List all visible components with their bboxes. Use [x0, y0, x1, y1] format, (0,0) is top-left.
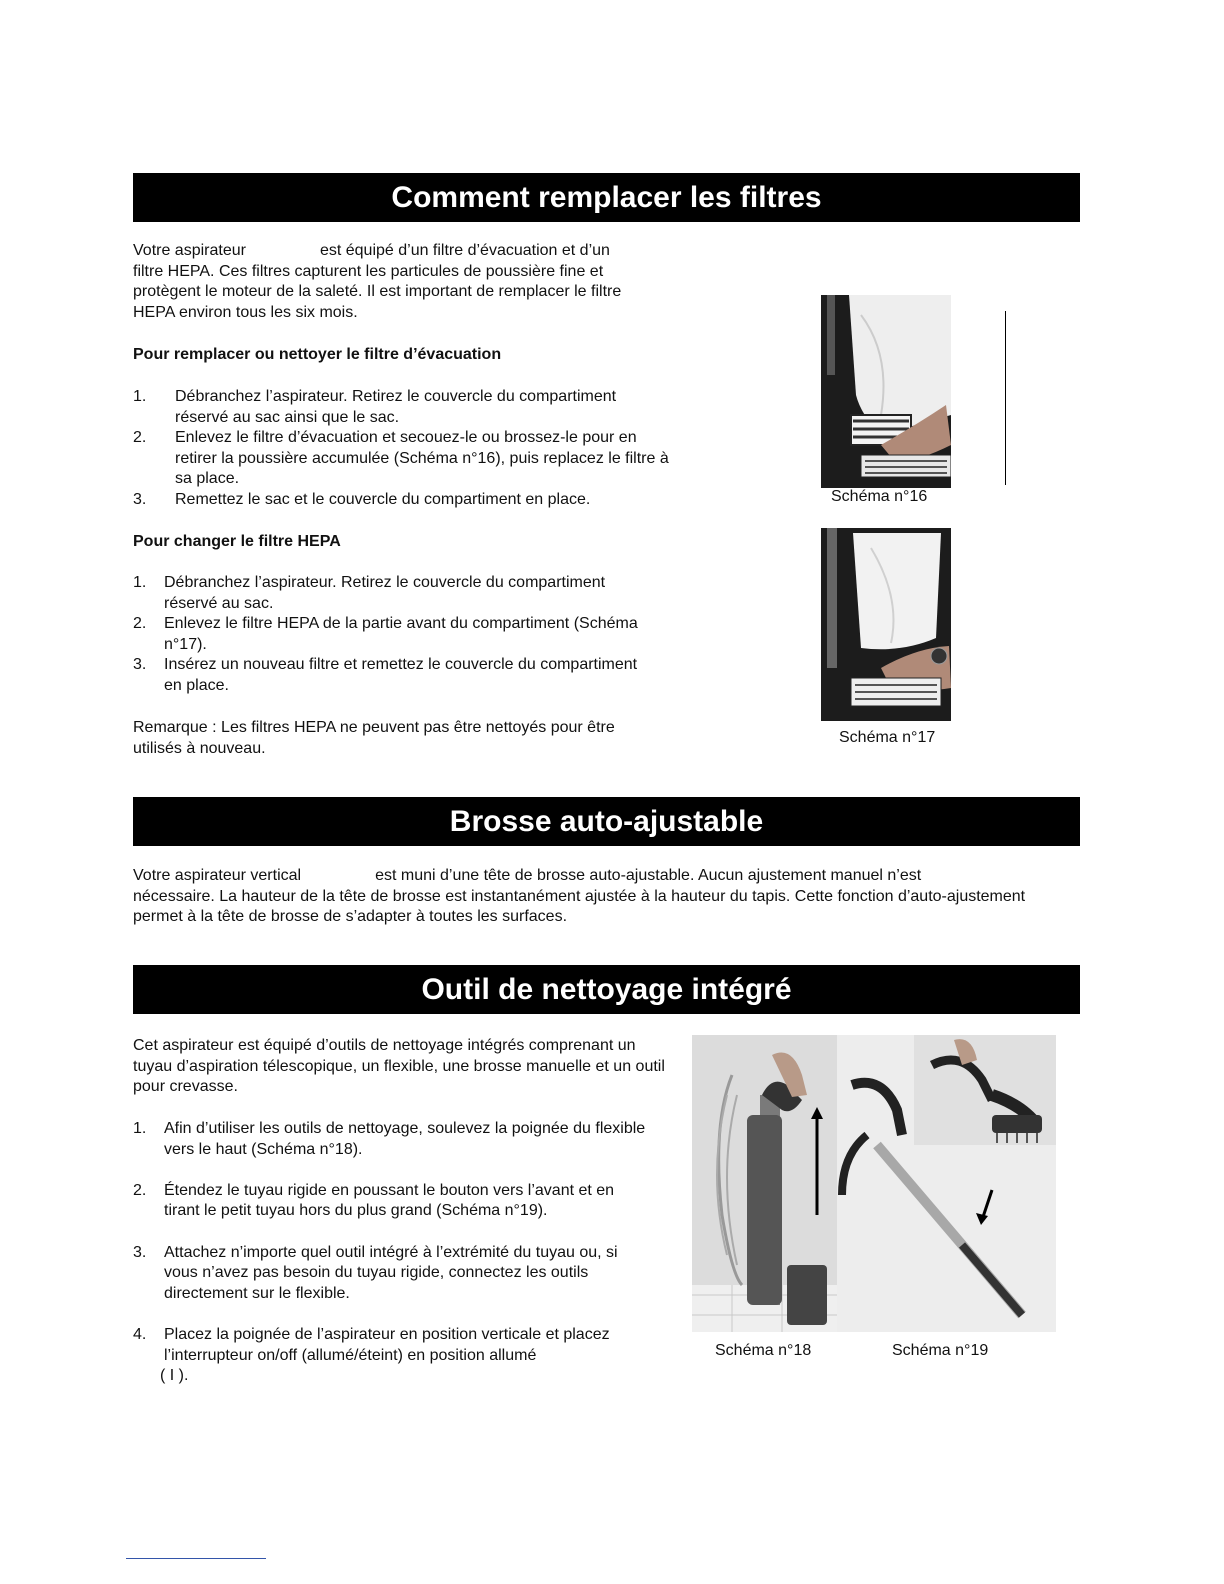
tools-steps [133, 1119, 653, 1387]
intro-line1b: est équipé d’un filtre d’évacuation et d’un [319, 242, 610, 259]
tools-intro: Cet aspirateur est équipé d’outils de nettoyage intégrés comprenant un tuyau d’aspiration télescopique, un flexible, une brosse manuelle et un outil pour crevasse. [133, 1037, 665, 1096]
exhaust-steps [133, 387, 673, 511]
list-item [133, 387, 673, 428]
step-text: Enlevez le filtre HEPA de la partie avant du compartiment (Schéma n°17). [164, 615, 638, 653]
list-item [133, 1325, 653, 1387]
step-number: 1. [133, 388, 147, 405]
brush-text [133, 866, 1033, 928]
step-text: Placez la poignée de l’aspirateur en position verticale et placez l’interrupteur on/off (allumé/éteint) en position allumé [164, 1325, 610, 1364]
step-number: 1. [133, 574, 147, 591]
step-text: Enlevez le filtre d’évacuation et secouez-le ou brossez-le pour en retirer la poussière accumulée (Schéma n°16), puis replacez le filtre à sa place. [175, 429, 669, 488]
section-title-filters: Comment remplacer les filtres [133, 173, 1080, 222]
step-number: 1. [133, 1120, 147, 1137]
footnote-rule [126, 1558, 266, 1559]
list-item [133, 1119, 653, 1160]
hepa-heading: Pour changer le filtre HEPA [133, 533, 341, 550]
hepa-steps [133, 573, 658, 697]
list-item [133, 1181, 653, 1222]
vacuum-bag-illustration [821, 295, 951, 488]
brush-rest: nécessaire. La hauteur de la tête de brosse est instantanément ajustée à la hauteur du tapis. Cette fonction d’auto-ajustement permet à la tête de brosse de s’adapter à toutes les surfaces. [133, 887, 1026, 926]
intro-line1a: Votre aspirateur [133, 242, 246, 259]
list-item [133, 490, 673, 511]
section-title-brush: Brosse auto-ajustable [133, 797, 1080, 846]
step-number: 3. [133, 656, 147, 674]
intro-rest: filtre HEPA. Ces filtres capturent les particules de poussière fine et protègent le moteur de la saleté. Il est important de remplacer le filtre HEPA environ tous les six mois. [133, 262, 622, 321]
step-text: Débranchez l’aspirateur. Retirez le couvercle du compartiment réservé au sac ainsi que le sac. [175, 388, 617, 426]
hepa-note: Remarque : Les filtres HEPA ne peuvent pas être nettoyés pour être utilisés à nouveau. [133, 719, 615, 757]
step-text: Débranchez l’aspirateur. Retirez le couvercle du compartiment réservé au sac. [164, 574, 606, 612]
step-number: 2. [133, 1181, 147, 1199]
step-text: Afin d’utiliser les outils de nettoyage, soulevez la poignée du flexible vers le haut (Schéma n°18). [164, 1120, 646, 1158]
list-item [133, 573, 658, 614]
brush-line1b: est muni d’une tête de brosse auto-ajustable. Aucun ajustement manuel n’est [375, 867, 922, 884]
step-4-end: ( I ). [160, 1367, 189, 1385]
step-number: 2. [133, 615, 147, 633]
exhaust-filter-photo [821, 295, 951, 488]
step-number: 4. [133, 1325, 147, 1343]
brush-line1a: Votre aspirateur vertical [133, 867, 302, 884]
section-title-tools: Outil de nettoyage intégré [133, 965, 1080, 1014]
list-item [133, 614, 658, 655]
step-text: Étendez le tuyau rigide en poussant le bouton vers l’avant et en tirant le petit tuyau hors du plus grand (Schéma n°19). [164, 1181, 615, 1220]
hepa-filter-photo [821, 528, 951, 721]
step-number: 3. [133, 490, 147, 508]
filters-intro [133, 241, 663, 323]
cleaning-tools-illustration [692, 1035, 1056, 1332]
exhaust-heading: Pour remplacer ou nettoyer le filtre d’évacuation [133, 346, 502, 363]
step-number: 2. [133, 429, 147, 447]
cleaning-tools-photo [692, 1035, 1056, 1332]
step-text: Remettez le sac et le couvercle du compartiment en place. [175, 490, 591, 508]
caption-18: Schéma n°18 [715, 1342, 812, 1359]
step-number: 3. [133, 1243, 147, 1261]
list-item [133, 428, 673, 490]
list-item [133, 655, 658, 696]
step-text: Attachez n’importe quel outil intégré à l’extrémité du tuyau ou, si vous n’avez pas besoin du tuyau rigide, connectez les outils directement sur le flexible. [164, 1243, 618, 1302]
caption-17: Schéma n°17 [839, 729, 936, 746]
list-item [133, 1243, 653, 1305]
vertical-divider [1005, 311, 1006, 485]
caption-16: Schéma n°16 [831, 488, 928, 505]
caption-19: Schéma n°19 [892, 1342, 989, 1359]
vacuum-hepa-illustration [821, 528, 951, 721]
step-text: Insérez un nouveau filtre et remettez le couvercle du compartiment en place. [164, 656, 638, 694]
